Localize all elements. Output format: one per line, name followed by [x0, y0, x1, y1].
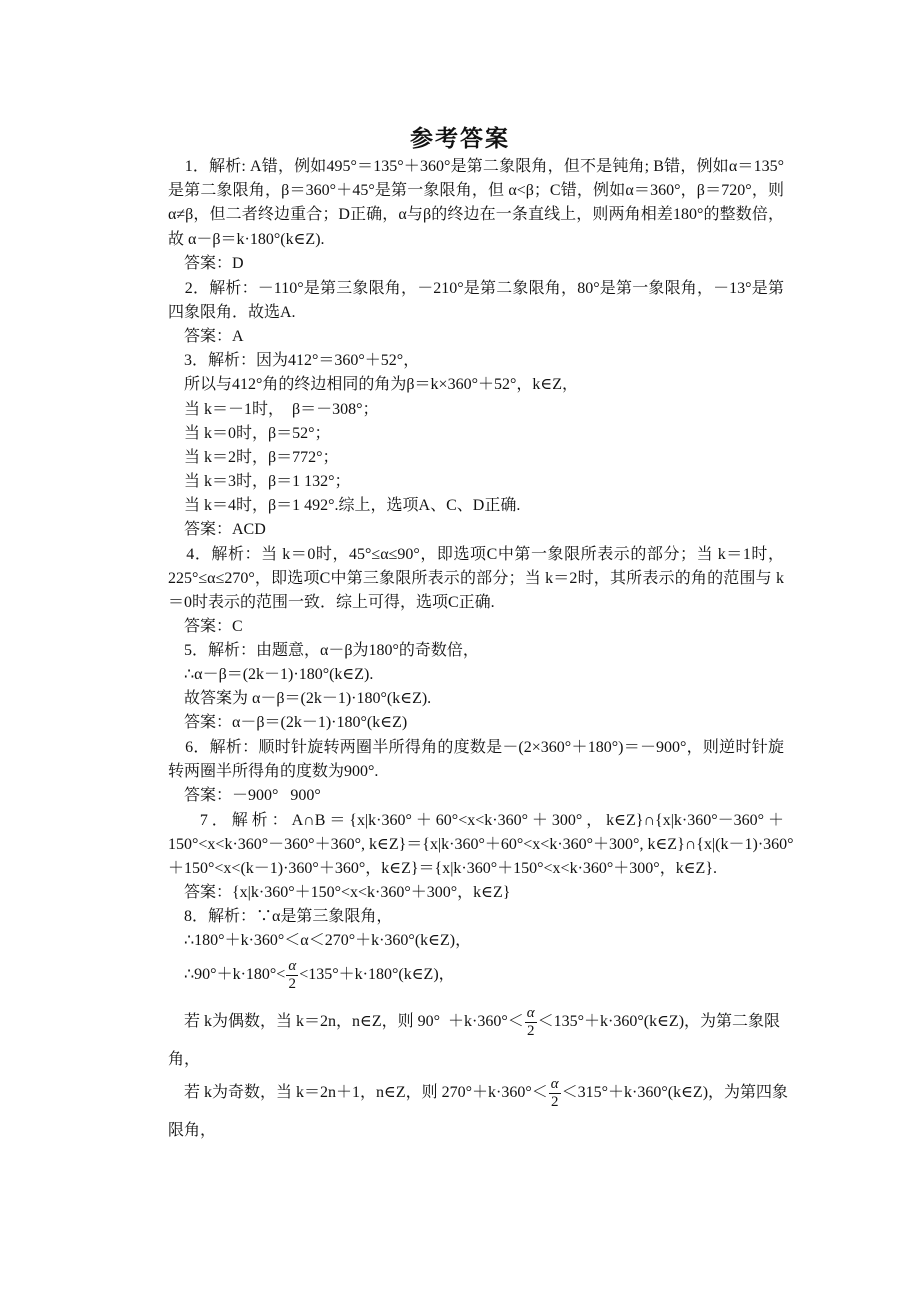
answer-line: 4．解析：当 k＝0时，45°≤α≤90°，即选项C中第一象限所表示的部分；当 k＝1时， [168, 546, 784, 563]
answer-line: 7．解析：A∩B＝{x|k·360°＋60°<x<k·360°＋300°，k∈Z}∩{x|k·360°－360°＋ [168, 812, 784, 829]
page-title: 参考答案 [410, 126, 510, 152]
fraction-denominator: 2 [526, 1023, 535, 1039]
fraction-line-suffix: ＜315°＋k·360°(k∈Z)，为第四象 [561, 1084, 789, 1102]
answer-line: 答案：C [168, 618, 243, 635]
fraction-line-prefix: ∴90°＋k·180°< [168, 966, 286, 984]
answer-line: 转两圈半所得角的度数为900°. [168, 763, 379, 780]
answer-line-fraction [168, 1076, 788, 1111]
answer-line: 6．解析：顺时针旋转两圈半所得角的度数是－(2×360°＋180°)＝－900°，则逆时针旋 [168, 739, 784, 756]
fraction-numerator: α [526, 1005, 535, 1021]
answer-line: 当 k＝0时，β＝52°； [168, 425, 331, 442]
answer-line: 角， [168, 1051, 201, 1068]
answer-line: 答案：{x|k·360°＋150°<x<k·360°＋300°，k∈Z} [168, 884, 511, 901]
answer-line: 故答案为 α－β＝(2k－1)·180°(k∈Z). [168, 690, 432, 707]
answer-line: 故 α－β＝k·180°(k∈Z). [168, 231, 325, 248]
answer-line: 答案：α－β＝(2k－1)·180°(k∈Z) [168, 714, 408, 731]
answer-line: 当 k＝4时，β＝1 492°.综上，选项A、C、D正确. [168, 497, 521, 514]
fraction-line-prefix: 若 k为奇数，当 k＝2n＋1，n∈Z，则 270°＋k·360°＜ [168, 1084, 548, 1102]
answer-line: 当 k＝－1时， β＝－308°； [168, 401, 379, 418]
answer-line: 四象限角．故选A. [168, 304, 296, 321]
answer-line: ∴180°＋k·360°＜α＜270°＋k·360°(k∈Z)， [168, 932, 472, 949]
answer-line: 所以与412°角的终边相同的角为β＝k×360°＋52°，k∈Z， [168, 376, 578, 393]
fraction [525, 1005, 537, 1040]
fraction-line-suffix: ＜135°＋k·360°(k∈Z)，为第二象限 [537, 1013, 781, 1031]
answer-line: 225°≤α≤270°，即选项C中第三象限所表示的部分；当 k＝2时，其所表示的角的范围与 k [168, 570, 784, 587]
fraction-denominator: 2 [288, 976, 297, 992]
answer-line: 当 k＝2时，β＝772°； [168, 449, 339, 466]
answer-line: 当 k＝3时，β＝1 132°； [168, 473, 351, 490]
answer-line: ＋150°<x<(k－1)·360°＋360°，k∈Z}＝{x|k·360°＋150°<x<k·360°＋300°，k∈Z}. [168, 860, 718, 877]
answer-line: 1．解析: A错，例如495°＝135°＋360°是第二象限角，但不是钝角; B错，例如α＝135° [168, 158, 784, 175]
answer-line: ∴α－β＝(2k－1)·180°(k∈Z). [168, 666, 374, 683]
fraction [286, 958, 298, 993]
fraction-numerator: α [550, 1076, 559, 1092]
answer-line: 答案：－900° 900° [168, 787, 321, 804]
answer-line: 5．解析：由题意，α－β为180°的奇数倍， [168, 642, 479, 659]
answer-line-fraction [168, 958, 455, 993]
answer-line: 答案：A [168, 328, 244, 345]
fraction [549, 1076, 561, 1111]
answer-line: 3．解析：因为412°＝360°＋52°， [168, 352, 420, 369]
fraction-line-suffix: <135°＋k·180°(k∈Z)， [299, 966, 455, 984]
fraction-numerator: α [288, 958, 297, 974]
answer-line: 限角， [168, 1122, 217, 1139]
answer-line: 答案：D [168, 255, 244, 272]
answer-line: α≠β，但二者终边重合；D正确，α与β的终边在一条直线上，则两角相差180°的整数倍， [168, 206, 784, 223]
answer-line: 150°<x<k·360°－360°＋360°, k∈Z}＝{x|k·360°＋60°<x<k·360°＋300°, k∈Z}∩{x|(k－1)·360° [168, 836, 794, 853]
fraction-denominator: 2 [550, 1094, 559, 1110]
answer-line: 8．解析：∵α是第三象限角， [168, 908, 393, 925]
answer-line: 是第二象限角，β＝360°＋45°是第一象限角，但 α<β；C错，例如α＝360°，β＝720°，则 [168, 182, 784, 199]
answer-line: ＝0时表示的范围一致．综上可得，选项C正确. [168, 594, 495, 611]
answer-line-fraction [168, 1005, 780, 1040]
answer-line: 2．解析：－110°是第三象限角，－210°是第二象限角，80°是第一象限角，－13°是第 [168, 280, 784, 297]
answer-line: 答案：ACD [168, 521, 266, 538]
fraction-line-prefix: 若 k为偶数，当 k＝2n，n∈Z，则 90° ＋k·360°＜ [168, 1013, 524, 1031]
